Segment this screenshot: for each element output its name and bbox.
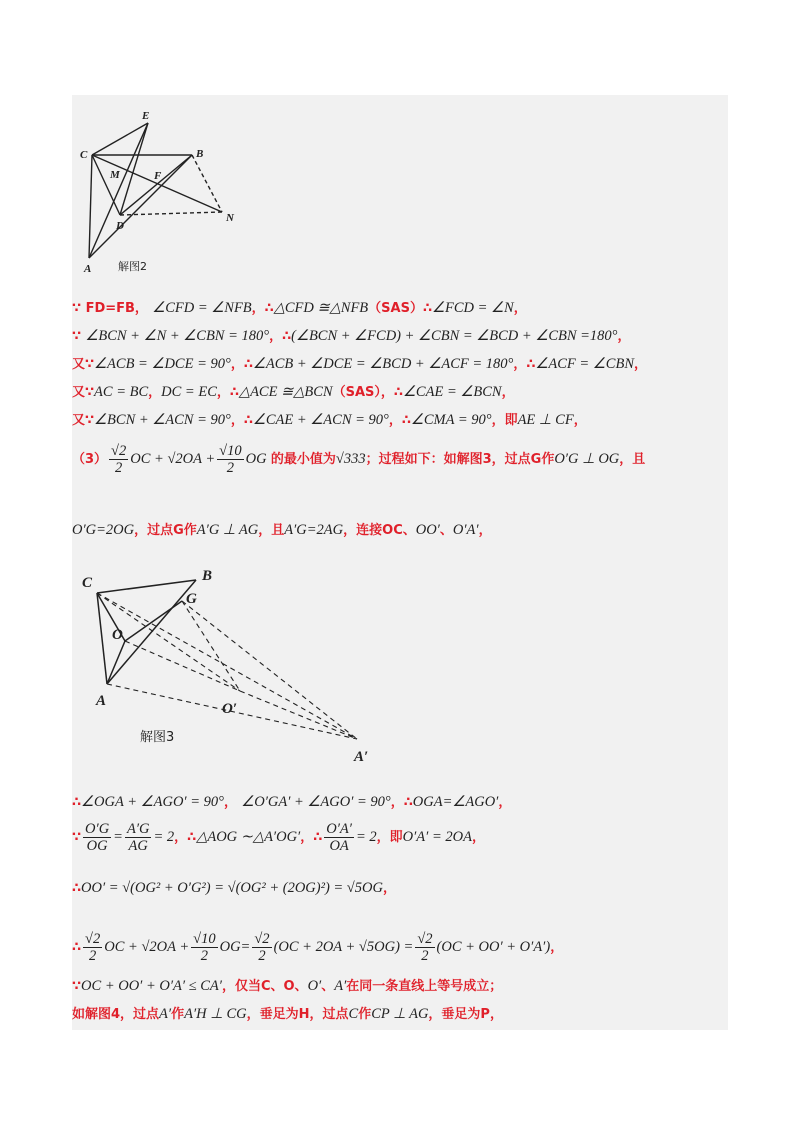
edge-cn [92, 155, 222, 212]
edge-bn [192, 155, 222, 212]
edge-og [125, 601, 182, 641]
figure-3-caption: 解图3 [140, 730, 175, 745]
edge-ab [89, 155, 192, 258]
proof-line-9: ∵ $\frac{O'G}{OG}$ = $\frac{A'G}{AG}$ = 2，∴△AOG ∼△A′OG′，∴ $\frac{O'A'}{OA}$ = 2，即O′A′ = 2OA， [72, 821, 485, 854]
edge-ao [107, 641, 125, 684]
label-f: F [154, 170, 162, 182]
label-c: C [82, 575, 93, 591]
label-m: M [110, 169, 120, 181]
label-g: G [186, 591, 197, 607]
edge-oo-prime [125, 641, 240, 691]
content-panel [72, 95, 728, 1030]
edge-ga-prime [182, 601, 357, 739]
label-o: O [112, 627, 123, 643]
label-e: E [142, 110, 150, 122]
proof-line-4: 又∵AC = BC，DC = EC，∴△ACE ≅△BCN（SAS），∴∠CAE = ∠BCN， [72, 384, 515, 400]
label-a-prime: A′ [354, 749, 369, 765]
proof-line-6: （3） $\frac{√2}{2}$ OC + √2OA + $\frac{√10}{2}$ OG 的最小值为√333；过程如下：如解图3，过点G作O′G ⊥ OG，且 [72, 443, 646, 476]
label-a: A [84, 263, 92, 275]
proof-line-11: ∴ $\frac{√2}{2}$ OC + √2OA + $\frac{√10}{2}$ OG= $\frac{√2}{2}$ (OC + 2OA + √5OG) = $\frac{√2}{2}$ (OC + OO′ + O′A′)， [72, 931, 564, 964]
label-o-prime: O′ [222, 701, 238, 717]
label-a: A [96, 693, 107, 709]
proof-line-13: 如解图4，过点A′作A′H ⊥ CG，垂足为H，过点C作CP ⊥ AG，垂足为P， [72, 1006, 503, 1022]
label-b: B [202, 568, 213, 584]
proof-line-8: ∴∠OGA + ∠AGO′ = 90°， ∠O′GA′ + ∠AGO′ = 90°，∴OGA=∠AGO′， [72, 794, 512, 810]
proof-line-2: ∵ ∠BCN + ∠N + ∠CBN = 180°，∴(∠BCN + ∠FCD) + ∠CBN = ∠BCD + ∠CBN =180°， [72, 328, 631, 344]
label-b: B [196, 148, 204, 160]
edge-ae [89, 123, 148, 258]
edge-o-prime-a-prime [240, 691, 357, 739]
proof-line-3: 又∵∠ACB = ∠DCE = 90°，∴∠ACB + ∠DCE = ∠BCD + ∠ACF = 180°，∴∠ACF = ∠CBN， [72, 356, 648, 372]
edge-cb [97, 580, 196, 593]
proof-line-12: ∵OC + OO′ + O′A′ ≤ CA′，仅当C、O、O′、A′在同一条直线上等号成立； [72, 978, 503, 994]
edge-cd [92, 155, 120, 215]
label-c: C [80, 149, 88, 161]
edge-ca-prime [97, 593, 357, 739]
figure-3-diagram [72, 563, 392, 778]
figure-2-diagram [72, 105, 252, 275]
figure-2-caption: 解图2 [118, 260, 147, 273]
label-d: D [116, 220, 124, 232]
edge-ca [89, 155, 92, 258]
label-n: N [226, 212, 234, 224]
proof-line-5: 又∵∠BCN + ∠ACN = 90°，∴∠CAE + ∠ACN = 90°，∴∠CMA = 90°，即AE ⊥ CF， [72, 412, 587, 428]
edge-go-prime [182, 601, 240, 691]
proof-line-7: O′G=2OG，过点G作A′G ⊥ AG，且A′G=2AG，连接OC、OO′、O′A′， [72, 522, 492, 538]
proof-line-10: ∴OO′ = √(OG² + O′G²) = √(OG² + (2OG)²) = √5OG， [72, 880, 396, 896]
proof-line-1: ∵ FD=FB， ∠CFD = ∠NFB，∴△CFD ≅△NFB（SAS）∴∠FCD = ∠N， [72, 300, 527, 316]
